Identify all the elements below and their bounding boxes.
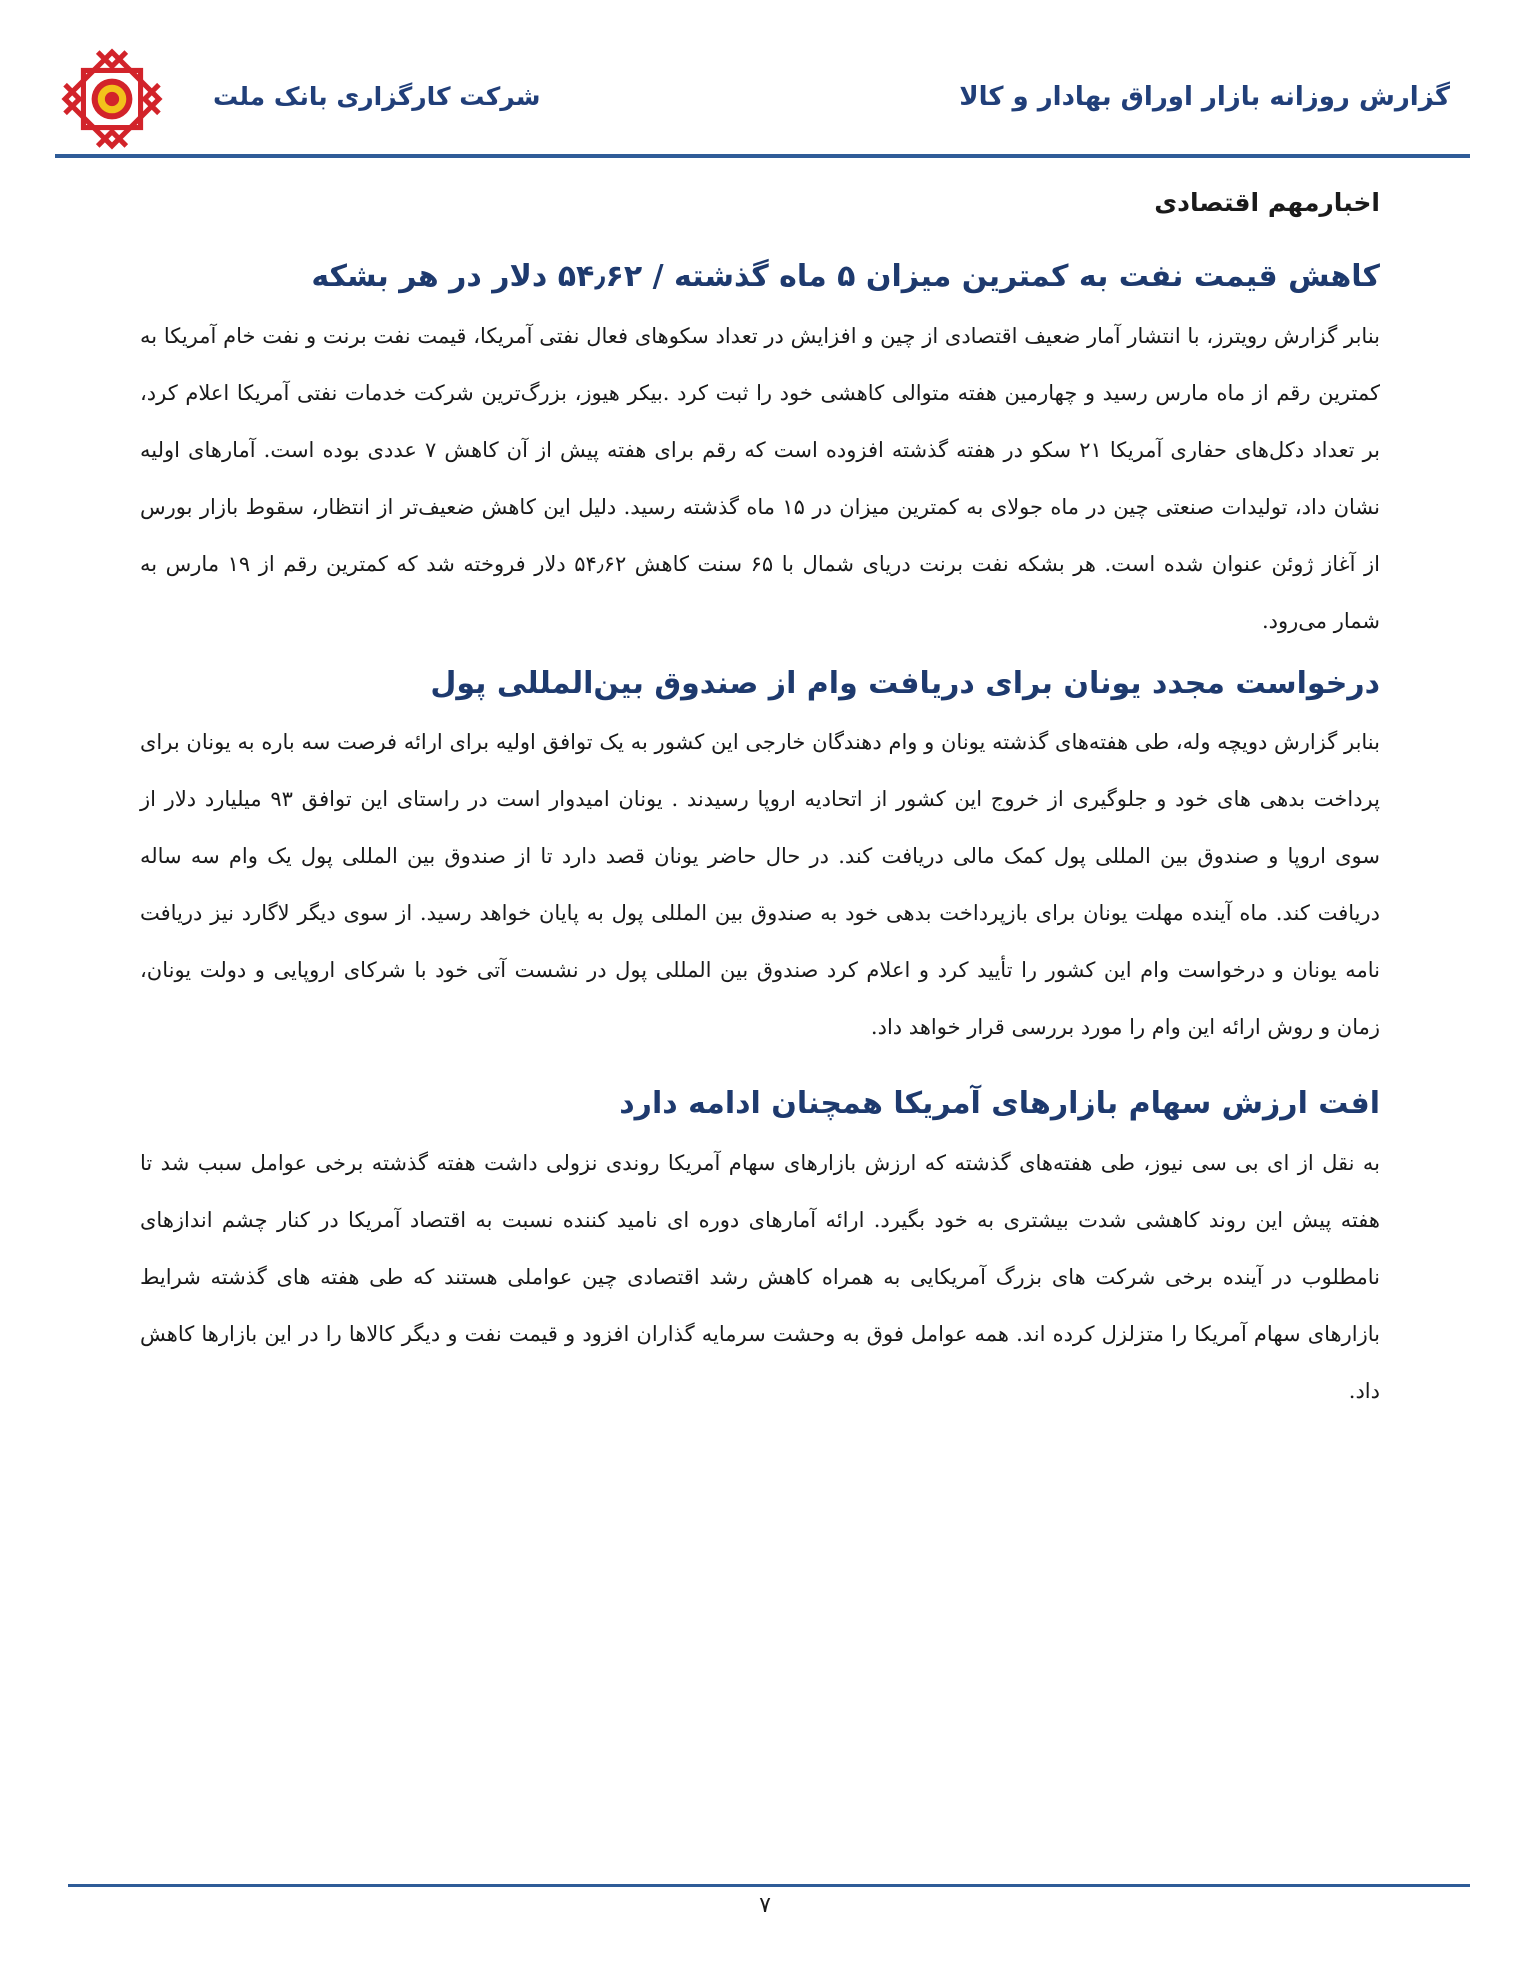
- article-greece-loan: [140, 664, 1380, 1057]
- article-body: بنابر گزارش رویترز، با انتشار آمار ضعیف اقتصادی از چین و افزایش در تعداد سکوهای فعال نفتی آمریکا، قیمت نفت برنت و نفت خام آمریکا به کمترین رقم از ماه مارس رسید و چهارمین هفته متوالی کاهشی خود را ثبت کرد .بیکر هیوز، بزرگ‌ترین شرکت خدمات نفتی آمریکا اعلام کرد، بر تعداد دکل‌های حفاری آمریکا ۲۱ سکو در هفته گذشته افزوده است که رقم برای هفته پیش از آن کاهش ۷ عددی بوده است. آمارهای اولیه نشان داد، تولیدات صنعتی چین در ماه جولای به کمترین میزان در ۱۵ ماه گذشته رسید. دلیل این کاهش ضعیف‌تر از انتظار، سقوط بازار بورس از آغاز ژوئن عنوان شده است. هر بشکه نفت برنت دریای شمال با ۶۵ سنت کاهش ۵۴٫۶۲ دلار فروخته شد که کمترین رقم از ۱۹ مارس به شمار می‌رود.: [140, 323, 1381, 633]
- article-headline: کاهش قیمت نفت به کمترین میزان ۵ ماه گذشته / ۵۴٫۶۲ دلار در هر بشکه: [311, 259, 1380, 294]
- section-label: اخبارمهم اقتصادی: [1154, 188, 1380, 217]
- article-body: به نقل از ای بی سی نیوز، طی هفته‌های گذشته که ارزش بازارهای سهام آمریکا روندی نزولی داشت هفته گذشته برخی عوامل سبب شد تا هفته پیش این روند کاهشی شدت بیشتری به خود بگیرد. ارائه آمارهای دوره ای نامید کننده نسبت به اقتصاد آمریکا در کنار چشم اندازهای نامطلوب در آینده برخی شرکت های بزرگ آمریکایی به همراه کاهش رشد اقتصادی چین عواملی هستند که طی هفته های گذشته شرایط بازارهای سهام آمریکا را متزلزل کرده اند. همه عوامل فوق به وحشت سرمایه گذاران افزود و قیمت نفت و دیگر کالاها را در این بازارها کاهش داد.: [140, 1150, 1380, 1403]
- news-content: [140, 180, 1380, 1420]
- report-title: گزارش روزانه بازار اوراق بهادار و کالا: [959, 82, 1450, 112]
- header-divider: [55, 154, 1470, 158]
- article-headline: درخواست مجدد یونان برای دریافت وام از صندوق بین‌المللی پول: [430, 665, 1380, 701]
- bank-mellat-logo-icon: [61, 48, 163, 150]
- article-us-stocks: [140, 1084, 1380, 1420]
- article-body: بنابر گزارش دویچه وله، طی هفته‌های گذشته یونان و وام دهندگان خارجی این کشور به یک توافق اولیه برای ارائه فرصت سه باره به یونان برای پرداخت بدهی های خود و جلوگیری از خروج این کشور از اتحادیه اروپا رسیدند . یونان امیدوار است در راستای این توافق ۹۳ میلیارد دلار از سوی اروپا و صندوق بین المللی پول کمک مالی دریافت کند. در حال حاضر یونان قصد دارد تا از صندوق بین المللی پول یک وام سه ساله دریافت کند. ماه آینده مهلت یونان برای بازپرداخت بدهی خود به صندوق بین المللی پول به پایان خواهد رسید. از سوی دیگر لاگارد نیز دریافت نامه یونان و درخواست وام این کشور را تأیید کرد و اعلام کرد صندوق بین المللی پول در نشست آتی خود با شرکای اروپایی و دولت یونان، زمان و روش ارائه این وام را مورد بررسی قرار خواهد داد.: [140, 730, 1380, 1039]
- article-oil-price: [140, 257, 1380, 650]
- footer-divider: [68, 1884, 1470, 1887]
- page-number: ۷: [759, 1893, 771, 1918]
- page-header: [55, 40, 1470, 155]
- brand-name: شرکت کارگزاری بانک ملت: [213, 82, 541, 111]
- article-headline: افت ارزش سهام بازارهای آمریکا همچنان ادامه دارد: [619, 1086, 1380, 1121]
